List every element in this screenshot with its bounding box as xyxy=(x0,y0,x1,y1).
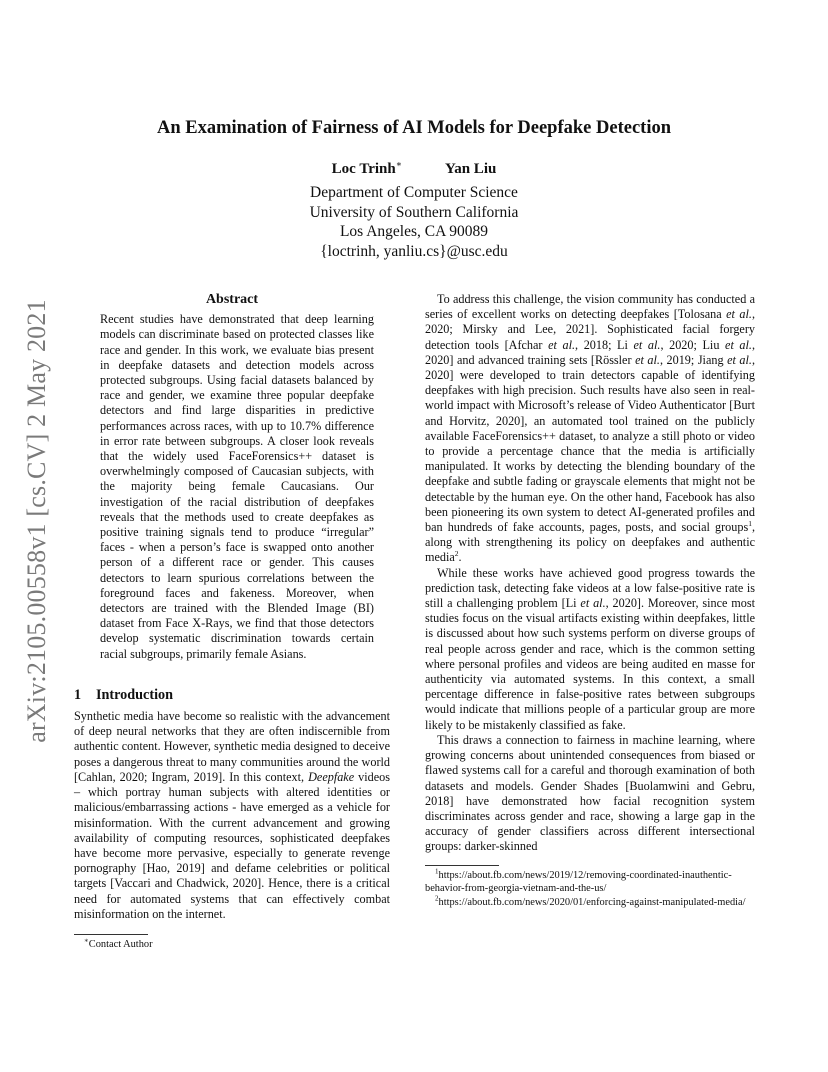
affil-city: Los Angeles, CA 90089 xyxy=(339,223,489,240)
contact-author-note: Contact Author xyxy=(88,939,153,950)
abstract-text: Recent studies have demonstrated that deep learning models can discriminate based on protected classes like race and gender. In this work, we evaluate bias present in deepfake datasets and detection models across protected subgroups. Using facial datasets balanced by race and gender, we examine three popular deepfake detectors and find large disparities in predictive performances across races, with up to 10.7% difference in error rate between subgroups. A closer look reveals that the widely used FaceForensics++ dataset is overwhelmingly composed of Caucasian subjects, with the majority being female Caucasians. Our investigation of the racial distribution of deepfakes reveals that the methods used to create deepfakes as positive training signals tend to produce “irregular” faces - when a person’s face is swapped onto another person of a different race or gender. This causes detectors to learn spurious correlations between the foreground faces and fakeness. Moreover, when detectors are trained with the Blended Image (BI) dataset from Face X-Rays, we find that those detectors develop systematic discrimination towards certain racial subgroups, primarily female Asians. xyxy=(100,312,374,661)
right-paragraph-2: While these works have achieved good progress towards the prediction task, detecting fake videos at a low false-positive rate is still a challenging problem [Li et al., 2020]. Moreover, since most studies focus on the visual artifacts existing within deepfakes, little is discussed about how such systems perform on diverse groups of real people across gender and race, which is the common setting where personal profiles and videos are being audited en masse for authenticity via automated systems. In this context, a small percentage difference in false-positive rates between subgroups would indicate that millions people of a particular group are more likely to be mistakenly classified as fake. xyxy=(425,565,755,732)
arxiv-id: arXiv:2105.00558v1 [cs.CV] 2 May 2021 xyxy=(22,299,51,743)
right-paragraph-3: This draws a connection to fairness in machine learning, where growing concerns about unintended consequences from biased or flawed systems call for a careful and thorough examination of both datasets and models. Gender Shades [Buolamwini and Gebru, 2018] have demonstrated how facial recognition system discriminates across gender and race, showing a large gap in the accuracy of gender classifiers across different intersectional groups: darker-skinned xyxy=(425,732,755,854)
arxiv-sidebar-stamp xyxy=(14,286,60,756)
footnote-rule xyxy=(74,934,148,935)
abstract-heading: Abstract xyxy=(205,292,259,307)
affil-email: {loctrinh, yanliu.cs}@usc.edu xyxy=(320,242,508,260)
author-2: Yan Liu xyxy=(445,161,497,177)
left-column xyxy=(74,292,390,922)
author-1-mark: ∗ xyxy=(395,159,402,169)
right-paragraph-1: To address this challenge, the vision community has conducted a series of excellent works on detecting deepfakes [Tolosana et al., 2020; Mirsky and Lee, 2021]. Sophisticated facial forgery detection tools [Afchar et al., 2018; Li et al., 2020; Liu et al., 2020] and advanced training sets [Rössler et al., 2019; Jiang et al., 2020] were developed to train detectors capable of identifying deepfakes with high precision. Such results have also seen in real-world impact with Microsoft’s release of Video Authenticator [Burt and Horvitz, 2020], an automated tool trained on the publicly available FaceForensics++ dataset, to analyze a still photo or video to provide a percentage chance that the media is artificially manipulated. It works by detecting the blending boundary of the deepfake and subtle fading or grayscale elements that might not be detectable by the human eye. On the other hand, Facebook has also been pioneering its own system to detect AI-generated profiles and ban hundreds of fake accounts, pages, posts, and social groups$^1$, along with strengthening its policy on deepfakes and authentic media$^2$. xyxy=(425,292,756,565)
footnote-1: $^1$https://about.fb.com/news/2019/12/removing-coordinated-inauthentic-behavior-from-georgia-vietnam-and-the-us/ xyxy=(425,867,732,895)
intro-paragraph: Synthetic media have become so realistic with the advancement of deep neural networks that they are often indiscernible from authentic content. However, synthetic media designed to deceive poses a dangerous threat to many communities around the world [Cahlan, 2020; Ingram, 2019]. In this context, Deepfake videos – which portray human subjects with altered identities or malicious/embarrassing actions - have emerged as a vehicle for misinformation. With the current advancement and growing availability of computing resources, sophisticated deepfakes have become more pervasive, especially to generate revenge pornography [Hao, 2019] and defame celebrities or political targets [Vaccari and Chadwick, 2020]. Hence, there is a critical need for automated systems that can effectively combat misinformation on the internet. xyxy=(74,709,390,921)
footnote-2-ref: 2 xyxy=(454,549,459,559)
right-column xyxy=(425,292,755,909)
paper-title: An Examination of Fairness of AI Models for Deepfake Detection xyxy=(156,118,672,138)
section-heading-introduction: 1 Introduction xyxy=(74,686,173,703)
author-1: Loc Trinh∗ xyxy=(331,159,402,177)
footnote-2: $^2$https://about.fb.com/news/2020/01/enforcing-against-manipulated-media/ xyxy=(435,894,746,908)
affiliation xyxy=(0,183,828,261)
affil-dept: Department of Computer Science xyxy=(310,184,518,201)
left-footnote: ∗Contact Author xyxy=(74,934,390,952)
affil-univ: University of Southern California xyxy=(309,203,519,221)
footnote-rule xyxy=(425,865,499,866)
footnote-1-ref: 1 xyxy=(748,518,752,528)
authors xyxy=(0,161,828,178)
